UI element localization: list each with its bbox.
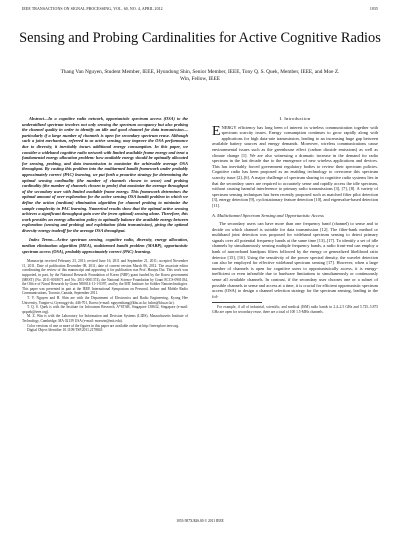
drop-cap: E [212, 123, 221, 139]
footnote-nguyen-shin: T. V. Nguyen and H. Shin are with the Department of Electronics and Radio Engineering, Kyung Hee University, Yongin-si, Gyeonggi-do, 446-701, Korea (e-mail: nguyenthang@khu.ac.kr; hshin@khu.ac.kr). [22, 296, 188, 305]
journal-name: IEEE TRANSACTIONS ON SIGNAL PROCESSING, VOL. 60, NO. 4, APRIL 2012 [22, 7, 163, 11]
page-number: 1835 [369, 7, 378, 11]
copyright-footer: 1053-587X/$26.00 © 2011 IEEE [176, 519, 224, 523]
left-column [22, 116, 188, 333]
author-footnote [22, 259, 188, 333]
right-column [212, 116, 378, 315]
footnote-1 [212, 305, 378, 314]
footnote-1-text: For example, if all of industrial, scientific, and medical (ISM) radio bands in 2.4–2.5 GHz and 5.725–5.875 GHz are open for secondary reuse, there are a total of 100 1.5-MHz channels. [212, 305, 378, 314]
footnote-doi: Digital Object Identifier 10.1109/TSP.2011.2178843 [27, 328, 103, 333]
intro-paragraph-1-text: NERGY efficiency has long been of interest in wireless communication together with spectrum scarcity issues. Energy consumption continues to grow rapidly along with applications for high data-rate transmission, leading to an increasing huge gap between available battery sources and energy demands. Moreover, wireless communications cause environmental issues such as the greenhouse effect (carbon dioxide emissions) as well as climate change [1]. We are also witnessing a dramatic increase in the demand for radio spectrum in the last decade due to the emergence of new wireless applications and devices. This has inevitably forced government regulatory bodies to review their spectrum policies. Cognitive radio has been proposed as an enabling technology to overcome this spectrum scarcity issue [2]–[6]. A major challenge of spectrum sharing in cognitive radio systems lies in that the secondary users are required to accurately sense and rapidly access the idle spectrum, without causing harmful interference to primary radio transmissions [3], [7], [8]. A variety of spectrum sensing techniques has been recently proposed such as matched filter pilot detection [3], energy detection [9], cyclostationary feature detection [10], and eigenvalue-based detection [11]. [212, 124, 378, 208]
section-heading-introduction: I. Introduction [279, 116, 311, 121]
footnote-manuscript: Manuscript received February 23, 2011; revised June 16, 2011 and September 21, 2011; accepted November 11, 2011. Date of publication December 08, 2011; date of current version March 06, 2012. The associate editor coordinating the review of this manuscript and approving it for publication was Prof. Huaiyu Dai. This work was supported, in part, by the National Research Foundation of Korea (NRF) grant funded by the Korea government (MEST) (No. 2011-0018071 and No. 2011-0001374), the National Science Foundation by Grant ECCS-0901034, the Office of Naval Research by Grant N00014-11-1-0397, and by the MIT Institute for Soldier Nanotechnologies. This paper was presented in part at the IEEE International Symposium on Personal, Indoor and Mobile Radio Communications, Toronto, Canada, September 2011. [22, 259, 188, 296]
footnote-rule [212, 302, 262, 303]
paper-title: Sensing and Probing Cardinalities for Active Cognitive Radios [19, 30, 381, 46]
index-terms: Index Terms—Active spectrum sensing, cognitive radio, diversity, energy allocation, median elimination algorithm (MEA), multiarmed bandit problem (MABP), opportunistic spectrum access (OSA), probably approximately correct (PAC) learning. [22, 237, 188, 254]
subsection-heading: A. Multichannel Spectrum Sensing and Opportunistic Access [212, 212, 324, 218]
author-list: Thang Van Nguyen, Student Member, IEEE, Hyundong Shin, Senior Member, IEEE, Tony Q. S. Quek, Member, IEEE, and Moe Z. Win, Fellow, IEEE [60, 69, 340, 83]
running-header [22, 7, 378, 16]
footnote-win: M. Z. Win is with the Laboratory for Information and Decision Systems (LIDS), Massachusetts Institute of Technology, Cambridge, MA 02139 USA (e-mail: moewin@mit.edu). [22, 314, 188, 323]
footnote-color: Color versions of one or more of the figures in this paper are available online at http://ieeexplore.ieee.org. [27, 323, 180, 328]
intro-paragraph-2: The secondary users can have more than one frequency band (channel) to sense and to decide on which channel is suitable for data transmission [12]. The filter-bank method or multiband joint detection was proposed for wideband spectrum sensing to detect primary signals over all potential frequency bands at the same time [13]–[17]. To identify a set of idle channels by simultaneously sensing multiple frequency bands, a radio front-end can employ a bank of narrowband bandpass filters followed by the energy or generalized likelihood ratio detector [15], [16]. Using the sensitivity of the power spectral density, the wavelet detection can also be employed for effective wideband spectrum sensing [17]. However, when a large number of channels is open for cognitive users to opportunistically access, it is energy-inefficient or even infeasible due to hardware limitations to simultaneously or continuously sense all available channels. In contrast, if the secondary user chooses one or a subset of possible channels to sense and access at a time, it is crucial for efficient opportunistic spectrum access (OSA) to design a channel selection strategy for the spectrum sensing, leading to the fol- [212, 221, 378, 299]
intro-paragraph-1 [212, 125, 378, 209]
abstract: Abstract—In a cognitive radio network, opportunistic spectrum access (OSA) to the underutilized spectrum involves not only sensing the spectrum occupancy but also probing the channel quality in order to identify an idle and good channel for data transmission—particularly if a large number of channels is open for secondary spectrum reuse. Although such a joint mechanism, referred to as active sensing, may improve the OSA performance due to diversity, it inevitably incurs additional energy consumption. In this paper, we consider a wideband cognitive radio network with limited available frame energy and treat a fundamental energy allocation problem: how available energy should be optimally allocated for sensing, probing, and data transmission to maximize the achievable average OSA throughput. By casting this problem into the multiarmed bandit framework under probably approximately correct (PAC) learning, we put forth a proactive strategy for determining the optimal sensing cardinality (the number of channels chosen to sense) and probing cardinality (the number of channels chosen to probe) that maximize the average throughput of the secondary user with limited available frame energy. This framework determines the optimal amount of over-exploration for the active sensing OSA bandit problem in which we define the action (medium) elimination algorithm for channel probing to minimize the sample complexity in PAC learning. Numerical results show that the optimal active sensing achieves a significant throughput gain over the (even optimal) sensing alone. Therefore, this work provides an energy allocation policy to optimally balance the available energy between exploration (sensing and probing) and exploitation (data transmission), giving the optimal diversity-energy tradeoff for the average OSA throughput. [22, 116, 188, 233]
footnote-quek: T. Q. S. Quek is with the Institute for Infocomm Research, A*STAR, Singapore 138632, Singapore (e-mail: qsquek@ieee.org). [22, 305, 188, 314]
